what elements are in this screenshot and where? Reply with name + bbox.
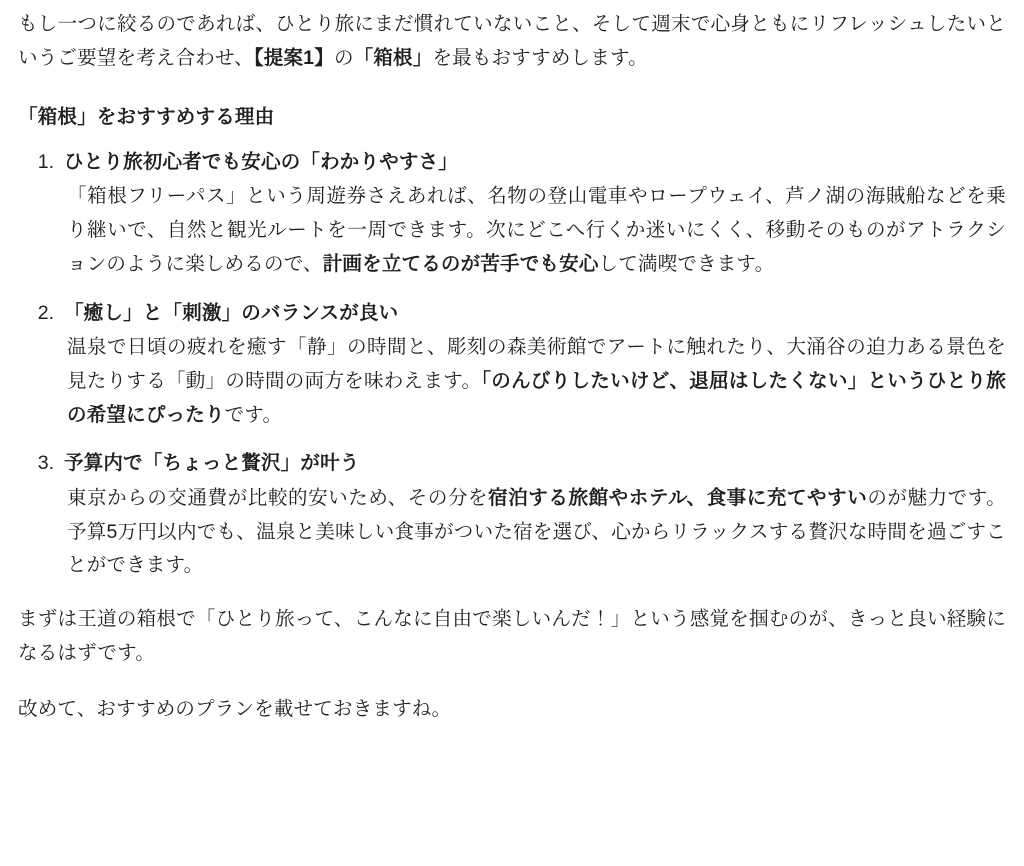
list-item — [64, 448, 1006, 583]
closing-paragraph-2: 改めて、おすすめのプランを載せておきますね。 — [18, 697, 452, 720]
list-item — [64, 147, 1006, 282]
closing-paragraph-1: まずは王道の箱根で「ひとり旅って、こんなに自由で楽しいんだ！」という感覚を掴むのが、きっと良い経験になるはずです。 — [18, 608, 1006, 664]
section-heading: 「箱根」をおすすめする理由 — [18, 106, 275, 129]
reason-body — [64, 180, 1006, 281]
reason-body — [64, 482, 1006, 583]
reason-body-part2: のが魅力です。予算5万円以内でも、温泉と美味しい食事がついた宿を選び、心からリラックスする贅沢な時間を過ごすことができます。 — [67, 486, 1006, 577]
reason-body — [64, 331, 1006, 432]
reason-title: 「癒し」と「刺激」のバランスが良い — [64, 301, 399, 324]
reason-body-bold: 宿泊する旅館やホテル、食事に充てやすい — [488, 486, 868, 509]
reason-title: ひとり旅初心者でも安心の「わかりやすさ」 — [64, 150, 459, 173]
intro-suffix: を最もおすすめします。 — [432, 46, 648, 69]
reason-body-part1: 「箱根フリーパス」という周遊券さえあれば、名物の登山電車やロープウェイ、芦ノ湖の海賊船などを乗り継いで、自然と観光ルートを一周できます。次にどこへ行くか迷いにくく、移動そのものがアトラクションのように楽しめるので、 — [67, 185, 1006, 275]
intro-mid: の — [333, 46, 354, 69]
reason-body-part1: 東京からの交通費が比較的安いため、その分を — [67, 486, 489, 509]
reason-body-part2: です。 — [224, 403, 283, 426]
intro-paragraph — [18, 8, 1006, 75]
reason-body-part1: 温泉で日頃の疲れを癒す「静」の時間と、彫刻の森美術館でアートに触れたり、大涌谷の迫力ある景色を見たりする「動」の時間の両方を味わえます。 — [67, 336, 1006, 392]
list-item — [64, 298, 1006, 433]
reason-body-bold: 「のんびりしたいけど、退屈はしたくない」というひとり旅の希望にぴったり — [67, 369, 1007, 426]
reason-body-part2: して満喫できます。 — [598, 252, 775, 275]
intro-prefix: もし一つに絞るのであれば、ひとり旅にまだ慣れていないこと、そして週末で心身ともにリフレッシュしたいというご要望を考え合わせ、 — [18, 13, 1006, 69]
reason-title: 予算内で「ちょっと贅沢」が叶う — [64, 452, 360, 475]
intro-bold-hakone: 「箱根」 — [353, 46, 433, 69]
reason-body-bold: 計画を立てるのが苦手でも安心 — [322, 252, 599, 275]
intro-bold-proposal: 【提案1】 — [253, 46, 334, 69]
reasons-list — [18, 147, 1006, 583]
